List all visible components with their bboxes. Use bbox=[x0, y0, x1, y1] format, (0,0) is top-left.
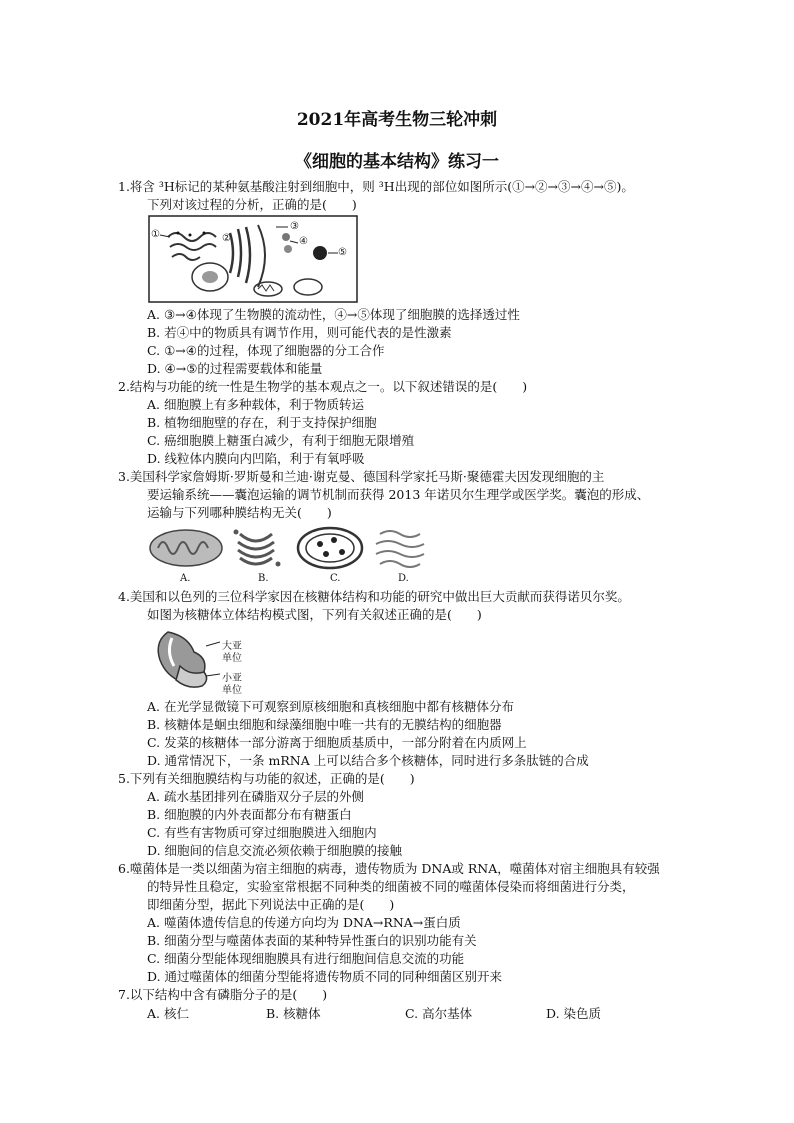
q4-fig-label-large-unit: 单位 bbox=[222, 653, 242, 664]
q4-option-a: A. 在光学显微镜下可观察到原核细胞和真核细胞中都有核糖体分布 bbox=[147, 699, 514, 714]
q6-stem-line3: 即细菌分型，据此下列说法中正确的是( ) bbox=[147, 897, 395, 912]
document-title: 2021年高考生物三轮冲刺 bbox=[296, 110, 498, 130]
q5-option-b: B. 细胞膜的内外表面都分布有糖蛋白 bbox=[147, 807, 352, 822]
q3-stem-line2: 要运输系统——囊泡运输的调节机制而获得 2013 年诺贝尔生理学或医学奖。囊泡的形成、 bbox=[147, 487, 650, 502]
vesicle bbox=[282, 233, 290, 241]
q1-fig-label-2: ② bbox=[222, 233, 231, 244]
cell-outline bbox=[149, 216, 357, 302]
q3-stem-line3: 运输与下列哪种膜结构无关( ) bbox=[147, 505, 332, 520]
q3-fig-label-d: D. bbox=[398, 573, 409, 584]
q1-option-a: A. ③→④体现了生物膜的流动性，④→⑤体现了细胞膜的选择透过性 bbox=[147, 307, 520, 322]
q1-option-d: D. ④→⑤的过程需要载体和能量 bbox=[147, 361, 323, 376]
q4-fig-label-small-unit: 单位 bbox=[222, 685, 242, 696]
q5-option-c: C. 有些有害物质可穿过细胞膜进入细胞内 bbox=[147, 825, 377, 840]
q4-ribosome-figure bbox=[150, 626, 220, 690]
endoplasmic-reticulum bbox=[168, 233, 216, 241]
q4-stem-line2: 如图为核糖体立体结构模式图，下列有关叙述正确的是( ) bbox=[147, 607, 482, 622]
q5-option-a: A. 疏水基团排列在磷脂双分子层的外侧 bbox=[147, 789, 364, 804]
q1-fig-label-4: ④ bbox=[299, 236, 308, 247]
q5-option-d: D. 细胞间的信息交流必须依赖于细胞膜的接触 bbox=[147, 843, 403, 858]
q6-stem-line1: 6.噬菌体是一类以细菌为宿主细胞的病毒，遗传物质为 DNA或 RNA，噬菌体对宿主细胞具有较强 bbox=[118, 861, 660, 876]
q1-option-b: B. 若④中的物质具有调节作用，则可能代表的是性激素 bbox=[147, 325, 452, 340]
q3-fig-label-c: C. bbox=[330, 573, 341, 584]
q4-option-c: C. 发菜的核糖体一部分游离于细胞质基质中，一部分附着在内质网上 bbox=[147, 735, 527, 750]
q6-option-a: A. 噬菌体遗传信息的传递方向均为 DNA→RNA→蛋白质 bbox=[147, 915, 461, 930]
q1-stem-line1: 1.将含 ³H标记的某种氨基酸注射到细胞中，则 ³H出现的部位如图所示(①→②→③→④→⑤)。 bbox=[118, 179, 634, 194]
q3-organelle-figures bbox=[148, 524, 438, 572]
q4-fig-label-large: 大亚 bbox=[222, 641, 242, 652]
q1-stem-line2: 下列对该过程的分析，正确的是( ) bbox=[147, 197, 357, 212]
q1-option-c: C. ①→④的过程，体现了细胞器的分工合作 bbox=[147, 343, 385, 358]
document-subtitle: 《细胞的基本结构》练习一 bbox=[295, 152, 499, 172]
q3-stem-line1: 3.美国科学家詹姆斯·罗斯曼和兰迪·谢克曼、德国科学家托马斯·聚德霍夫因发现细胞的主 bbox=[118, 469, 605, 484]
q3-fig-label-b: B. bbox=[258, 573, 269, 584]
q4-option-d: D. 通常情况下，一条 mRNA 上可以结合多个核糖体，同时进行多条肽链的合成 bbox=[147, 753, 589, 768]
q7-option-a: A. 核仁 bbox=[147, 1006, 189, 1021]
q2-option-b: B. 植物细胞壁的存在，利于支持保护细胞 bbox=[147, 415, 377, 430]
q6-stem-line2: 的特异性且稳定，实验室常根据不同种类的细菌被不同的噬菌体侵染而将细菌进行分类， bbox=[147, 879, 635, 894]
secretion-vesicle bbox=[313, 246, 327, 260]
q7-option-b: B. 核糖体 bbox=[266, 1006, 321, 1021]
q7-stem: 7.以下结构中含有磷脂分子的是( ) bbox=[118, 987, 328, 1002]
q1-cell-secretion-figure bbox=[148, 215, 360, 305]
q2-option-d: D. 线粒体内膜向内凹陷，利于有氧呼吸 bbox=[147, 451, 365, 466]
q3-fig-label-a: A. bbox=[180, 573, 191, 584]
q1-fig-label-3: ③ bbox=[290, 221, 299, 232]
q4-stem-line1: 4.美国和以色列的三位科学家因在核糖体结构和功能的研究中做出巨大贡献而获得诺贝尔奖。 bbox=[118, 589, 630, 604]
q6-option-b: B. 细菌分型与噬菌体表面的某种特异性蛋白的识别功能有关 bbox=[147, 933, 477, 948]
mitochondrion-image bbox=[150, 530, 222, 566]
q7-option-c: C. 高尔基体 bbox=[405, 1006, 473, 1021]
q2-option-c: C. 癌细胞膜上糖蛋白减少，有利于细胞无限增殖 bbox=[147, 433, 415, 448]
q7-option-d: D. 染色质 bbox=[546, 1006, 602, 1021]
q4-option-b: B. 核糖体是蛔虫细胞和绿藻细胞中唯一共有的无膜结构的细胞器 bbox=[147, 717, 502, 732]
golgi-image bbox=[240, 534, 272, 541]
q6-option-d: D. 通过噬菌体的细菌分型能将遗传物质不同的同种细菌区别开来 bbox=[147, 969, 503, 984]
q1-fig-label-1: ① bbox=[151, 229, 160, 240]
q5-stem: 5.下列有关细胞膜结构与功能的叙述，正确的是( ) bbox=[118, 771, 415, 786]
q4-fig-label-small: 小亚 bbox=[222, 673, 242, 684]
q2-stem: 2.结构与功能的统一性是生物学的基本观点之一。以下叙述错误的是( ) bbox=[118, 379, 528, 394]
q2-option-a: A. 细胞膜上有多种载体，利于物质转运 bbox=[147, 397, 364, 412]
er-image bbox=[380, 531, 420, 537]
q1-fig-label-5: ⑤ bbox=[338, 247, 347, 258]
q6-option-c: C. 细菌分型能体现细胞膜具有进行细胞间信息交流的功能 bbox=[147, 951, 465, 966]
